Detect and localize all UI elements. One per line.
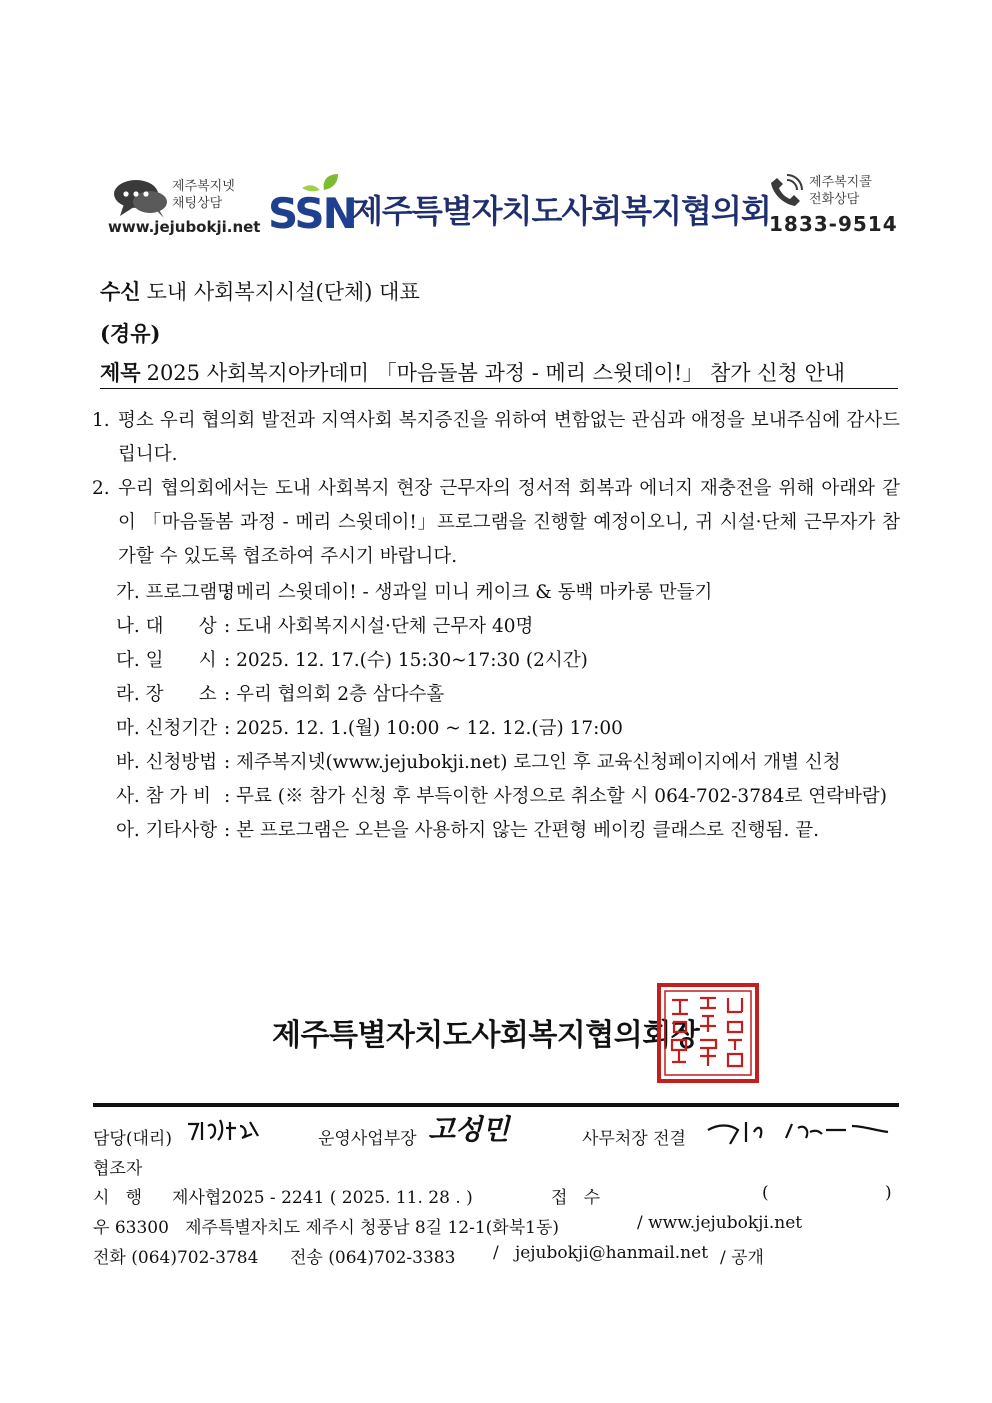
detail-item-value: : 무료 (※ 참가 신청 후 부득이한 사정으로 취소할 시 064-702-3784로 연락바람)	[224, 786, 887, 807]
detail-item-value: : 메리 스윗데이! - 생과일 미니 케이크 & 동백 마카롱 만들기	[224, 582, 713, 603]
via-line	[100, 318, 166, 348]
chat-url[interactable]: www.jejubokji.net	[108, 218, 261, 236]
receipt-label: 접 수	[551, 1188, 601, 1208]
disclosure-status: / 공개	[720, 1248, 764, 1268]
secretary-label: 사무처장 전결	[582, 1129, 686, 1149]
email-link[interactable]: / jejubokji@hanmail.net	[493, 1243, 709, 1263]
via-label: (경유)	[100, 321, 161, 346]
detail-item-label: 라. 장 소	[116, 684, 217, 705]
subject-line	[100, 357, 845, 387]
detail-item-value: : 본 프로그램은 오븐을 사용하지 않는 간편형 베이킹 클래스로 진행됨. 끝.	[224, 820, 820, 841]
chat-bubble-icon	[112, 178, 170, 218]
detail-item-label: 다. 일 시	[116, 650, 217, 671]
chat-line-1: 제주복지넷	[172, 179, 235, 194]
receipt-close-paren: )	[885, 1183, 892, 1203]
website-link[interactable]: / www.jejubokji.net	[637, 1213, 803, 1233]
detail-item-value: : 제주복지넷(www.jejubokji.net) 로그인 후 교육신청페이지에서 개별 신청	[224, 752, 841, 773]
paragraph-2	[92, 472, 900, 574]
paragraph-1	[92, 404, 900, 472]
paragraph-2-text: 우리 협의회에서는 도내 사회복지 현장 근무자의 정서적 회복과 에너지 재충전을 위해 아래와 같이 「마음돌봄 과정 - 메리 스윗데이!」프로그램을 진행할 예정이오니, 귀 시설·단체 근무자가 참가할 수 있도록 협조하여 주시기 바랍니다.	[118, 478, 900, 567]
detail-item	[116, 646, 588, 672]
detail-item-label: 나. 대 상	[116, 616, 217, 637]
ssn-logo-text: SSN	[268, 189, 356, 232]
subject-divider	[100, 388, 898, 389]
detail-item	[116, 816, 819, 842]
phone-number[interactable]: 1833-9514	[769, 212, 898, 236]
detail-item	[116, 612, 533, 638]
detail-item-label: 가. 프로그램명	[116, 582, 235, 603]
staff-label: 담당(대리)	[93, 1129, 172, 1149]
detail-item	[116, 714, 623, 740]
phone-line-1: 제주복지콜	[809, 175, 872, 190]
staff-signature-icon	[186, 1116, 266, 1144]
chat-line-2: 채팅상담	[172, 196, 223, 211]
detail-item	[116, 680, 444, 706]
chat-consult-block	[108, 176, 261, 240]
paragraph-1-text: 평소 우리 협의회 발전과 지역사회 복지증진을 위하여 변함없는 관심과 애정을 보내주심에 감사드립니다.	[118, 410, 900, 465]
detail-item	[116, 578, 712, 604]
seal-stamp-icon	[656, 982, 760, 1084]
ssn-leaf-icon	[268, 172, 358, 232]
address: 우 63300 제주특별자치도 제주시 청풍남 8길 12-1(화북1동)	[93, 1218, 559, 1238]
secretary-signature-icon	[706, 1116, 896, 1146]
cooperator-label: 협조자	[93, 1159, 143, 1179]
phone-info: 전화 (064)702-3784	[93, 1248, 259, 1268]
ssn-logo	[268, 172, 358, 232]
phone-icon	[765, 174, 805, 210]
fax-info: 전송 (064)702-3383	[290, 1248, 456, 1268]
detail-item	[116, 748, 841, 774]
phone-consult-block	[765, 172, 898, 236]
enforce-label: 시 행	[93, 1188, 143, 1208]
subject-label: 제목	[100, 360, 141, 385]
paragraph-2-number: 2.	[92, 478, 110, 499]
phone-line-2: 전화상담	[809, 192, 860, 207]
detail-item-value: : 우리 협의회 2층 삼다수홀	[224, 684, 445, 705]
detail-item-value: : 2025. 12. 17.(수) 15:30~17:30 (2시간)	[224, 650, 588, 671]
enforce-value: 제사협2025 - 2241 ( 2025. 11. 28 . )	[172, 1188, 473, 1208]
detail-item-value: : 도내 사회복지시설·단체 근무자 40명	[224, 616, 534, 637]
official-seal	[656, 982, 760, 1084]
detail-item-label: 바. 신청방법	[116, 752, 218, 773]
detail-item-label: 아. 기타사항	[116, 820, 218, 841]
footer-divider	[93, 1103, 899, 1107]
manager-label: 운영사업부장	[318, 1129, 417, 1149]
manager-signature: 고성민	[428, 1113, 510, 1146]
receipt-open-paren: (	[762, 1183, 769, 1203]
detail-item-value: : 2025. 12. 1.(월) 10:00 ~ 12. 12.(금) 17:00	[224, 718, 623, 739]
sender-title: 제주특별자치도사회복지협의회장	[272, 1018, 700, 1053]
paragraph-1-number: 1.	[92, 410, 110, 431]
recipient-label: 수신	[100, 279, 141, 304]
detail-item-label: 마. 신청기간	[116, 718, 218, 739]
recipient-value: 도내 사회복지시설(단체) 대표	[146, 280, 420, 304]
detail-item-label: 사. 참 가 비	[116, 786, 212, 807]
org-title: 제주특별자치도사회복지협의회	[352, 192, 771, 230]
subject-value: 2025 사회복지아카데미 「마음돌봄 과정 - 메리 스윗데이!」 참가 신청 안내	[146, 361, 846, 385]
recipient-line	[100, 276, 420, 306]
detail-item	[116, 782, 887, 808]
